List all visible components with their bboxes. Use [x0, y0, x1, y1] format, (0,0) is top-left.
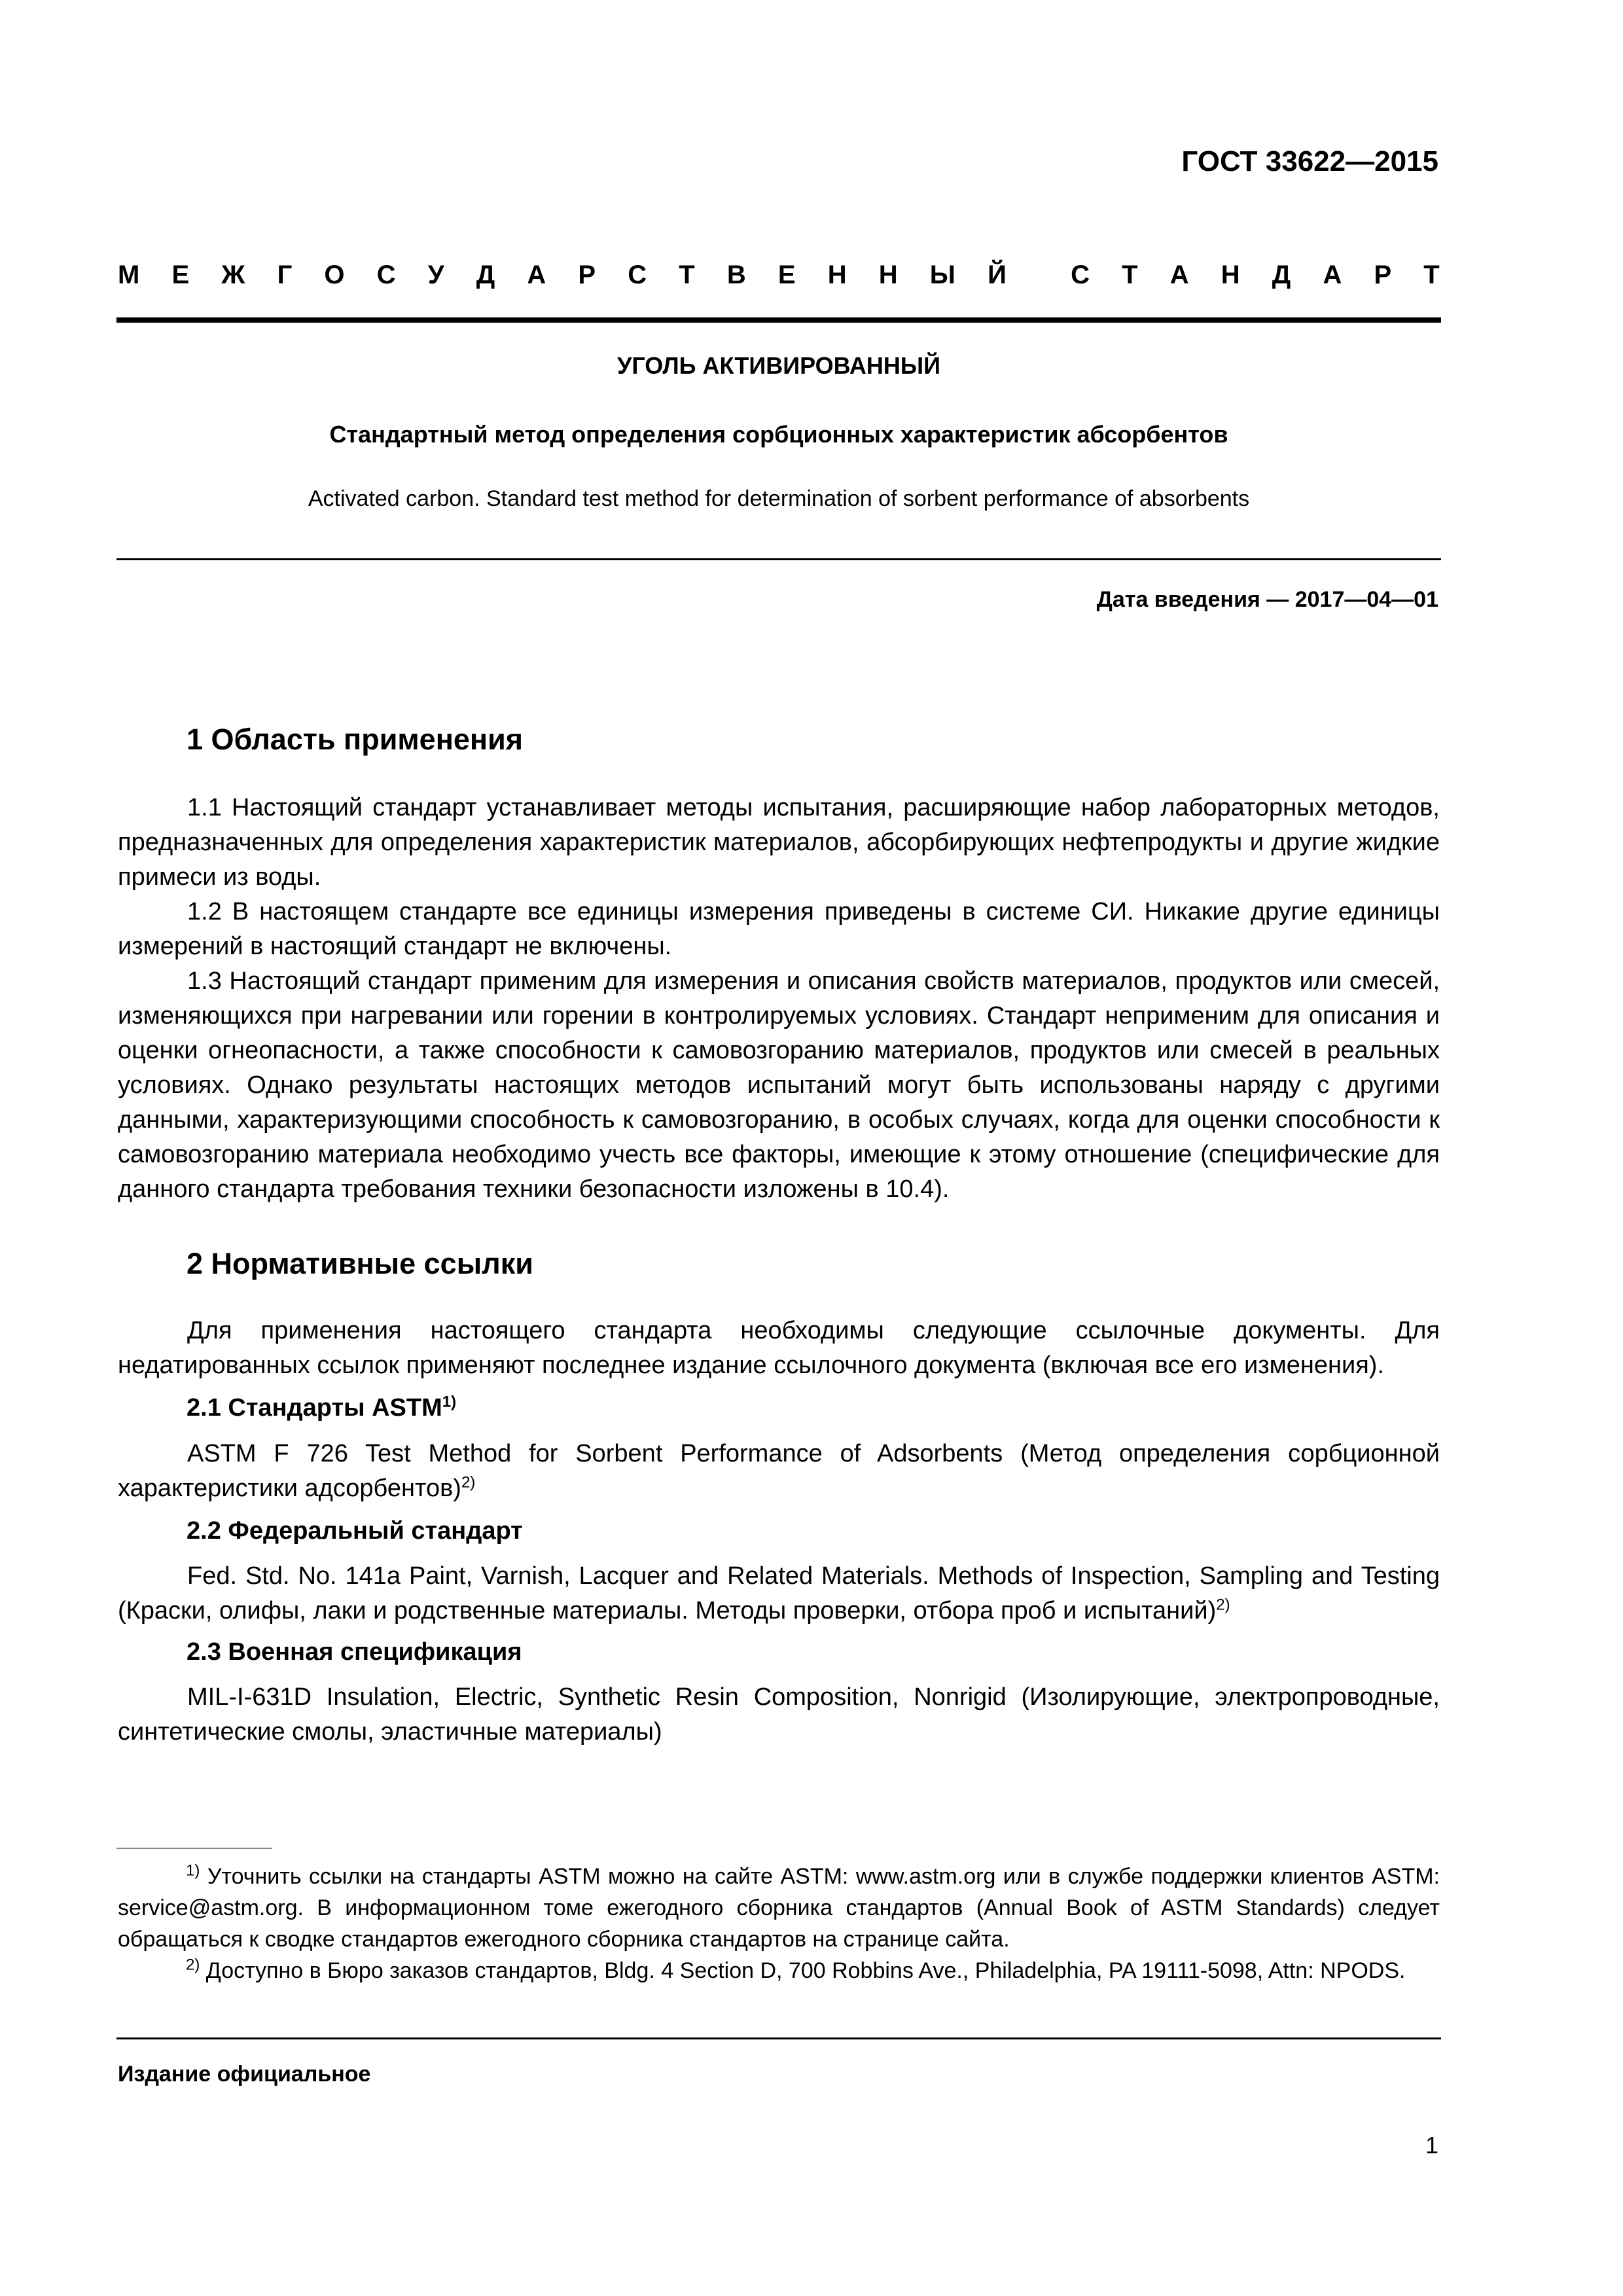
label-letter: Р: [578, 260, 596, 289]
label-letter: А: [1323, 260, 1342, 289]
label-letter: Е: [777, 260, 796, 289]
label-letter: У: [427, 260, 444, 289]
section-2-intro: Для применения настоящего стандарта необходимы следующие ссылочные документы. Для недатированных ссылок применяют последнее издание ссылочного документа (включая все его изменения).: [118, 1317, 1440, 1379]
label-letter: Г: [277, 260, 293, 289]
subsection-2-3-heading: 2.3 Военная спецификация: [187, 1638, 522, 1666]
footnote-mark: 2): [186, 1956, 200, 1974]
label-letter: А: [527, 260, 546, 289]
subsection-2-2-body: Fed. Std. No. 141a Paint, Varnish, Lacquer and Related Materials. Methods of Inspection, Sampling and Testing (Краски, олифы, лаки и родственные материалы. Методы проверки, отбора проб и испытаний): [118, 1562, 1440, 1624]
footnote-1: [118, 1861, 1440, 1955]
label-letter: Т: [1122, 260, 1138, 289]
title-sub-ru: Стандартный метод определения сорбционных характеристик абсорбентов: [329, 421, 1228, 448]
label-letter: Ж: [221, 260, 245, 289]
footnote-mark: 1): [186, 1861, 200, 1880]
footnote-2: [118, 1955, 1440, 1986]
subsection-2-1-body: ASTM F 726 Test Method for Sorbent Performance of Adsorbents (Метод определения сорбционной характеристики адсорбентов): [118, 1440, 1440, 1502]
label-letter: Т: [1423, 260, 1440, 289]
label-letter: А: [1169, 260, 1189, 289]
subsection-2-2-heading: 2.2 Федеральный стандарт: [187, 1517, 523, 1545]
subsection-2-1-heading: [187, 1394, 456, 1422]
footnote-text: Доступно в Бюро заказов стандартов, Bldg. 4 Section D, 700 Robbins Ave., Philadelphia, PA 19111-5098, Attn: NPODS.: [205, 1958, 1406, 1983]
label-letter: Р: [1374, 260, 1392, 289]
title-en: Activated carbon. Standard test method for determination of sorbent performance of absorbents: [308, 486, 1250, 511]
section-2-heading: 2 Нормативные ссылки: [187, 1247, 533, 1280]
paragraph-1-3: 1.3 Настоящий стандарт применим для измерения и описания свойств материалов, продуктов или смесей, изменяющихся при нагревании или горении в контролируемых условиях. Стандарт неприменим для описания и оценки огнеопасности, а также способности к самовозгоранию материалов, продуктов или смесей в реальных условиях. Однако результаты настоящих методов испытаний могут быть использованы наряду с другими данными, характеризующими способность к самовозгоранию, в особых случаях, когда для оценки способности к самовозгоранию материала необходимо учесть все факторы, имеющие к этому отношение (специфические для данного стандарта требования техники безопасности изложены в 10.4).: [118, 967, 1440, 1203]
footnote-divider: [116, 1848, 272, 1849]
official-edition-label: Издание официальное: [118, 2062, 371, 2087]
label-letter: Ы: [929, 260, 955, 289]
label-letter: Н: [1221, 260, 1240, 289]
title-divider: [116, 558, 1441, 560]
footnote-ref-2[interactable]: 2): [1216, 1596, 1230, 1614]
subsection-2-3-text: MIL-I-631D Insulation, Electric, Synthetic Resin Composition, Nonrigid (Изолирующие, электропроводные, синтетические смолы, эластичные материалы): [118, 1683, 1440, 1746]
label-letter: Й: [988, 260, 1007, 289]
subsection-2-2-text: [118, 1559, 1440, 1628]
label-letter: Т: [679, 260, 695, 289]
label-letter: С: [376, 260, 396, 289]
paragraph-1-2: 1.2 В настоящем стандарте все единицы измерения приведены в системе СИ. Никакие другие единицы измерений в настоящий стандарт не включены.: [118, 898, 1440, 960]
title-main-ru: УГОЛЬ АКТИВИРОВАННЫЙ: [616, 352, 941, 379]
footnote-ref-2[interactable]: 2): [461, 1473, 476, 1492]
interstate-standard-label: [118, 260, 1440, 290]
footer-divider: [116, 2037, 1441, 2039]
introduction-date: Дата введения — 2017—04—01: [1096, 587, 1438, 612]
page-number: 1: [1425, 2132, 1438, 2159]
document-number: ГОСТ 33622—2015: [1181, 145, 1438, 177]
label-letter: С: [628, 260, 647, 289]
subsection-2-1-text: [118, 1437, 1440, 1506]
footnote-text: Уточнить ссылки на стандарты ASTM можно на сайте ASTM: www.astm.org или в службе поддержки клиентов ASTM: service@astm.org. В информационном томе ежегодного сборника стандартов (Annual Book of ASTM Standards) следует обращаться к сводке стандартов ежегодного сборника стандартов на странице сайта.: [118, 1864, 1440, 1952]
paragraph-1-1: 1.1 Настоящий стандарт устанавливает методы испытания, расширяющие набор лабораторных методов, предназначенных для определения характеристик материалов, абсорбирующих нефтепродукты и другие жидкие примеси из воды.: [118, 794, 1440, 891]
label-letter: Н: [827, 260, 847, 289]
label-letter: Д: [476, 260, 495, 289]
subsection-2-1-title: 2.1 Стандарты ASTM: [187, 1394, 442, 1422]
header-divider: [116, 317, 1441, 323]
label-letter: В: [726, 260, 746, 289]
footnote-ref-1[interactable]: 1): [442, 1393, 457, 1411]
label-letter: С: [1071, 260, 1090, 289]
section-1-heading: 1 Область применения: [187, 723, 524, 756]
label-letter: М: [118, 260, 140, 289]
label-letter: Н: [878, 260, 898, 289]
label-letter: О: [324, 260, 345, 289]
label-letter: Е: [171, 260, 190, 289]
label-letter: Д: [1272, 260, 1291, 289]
